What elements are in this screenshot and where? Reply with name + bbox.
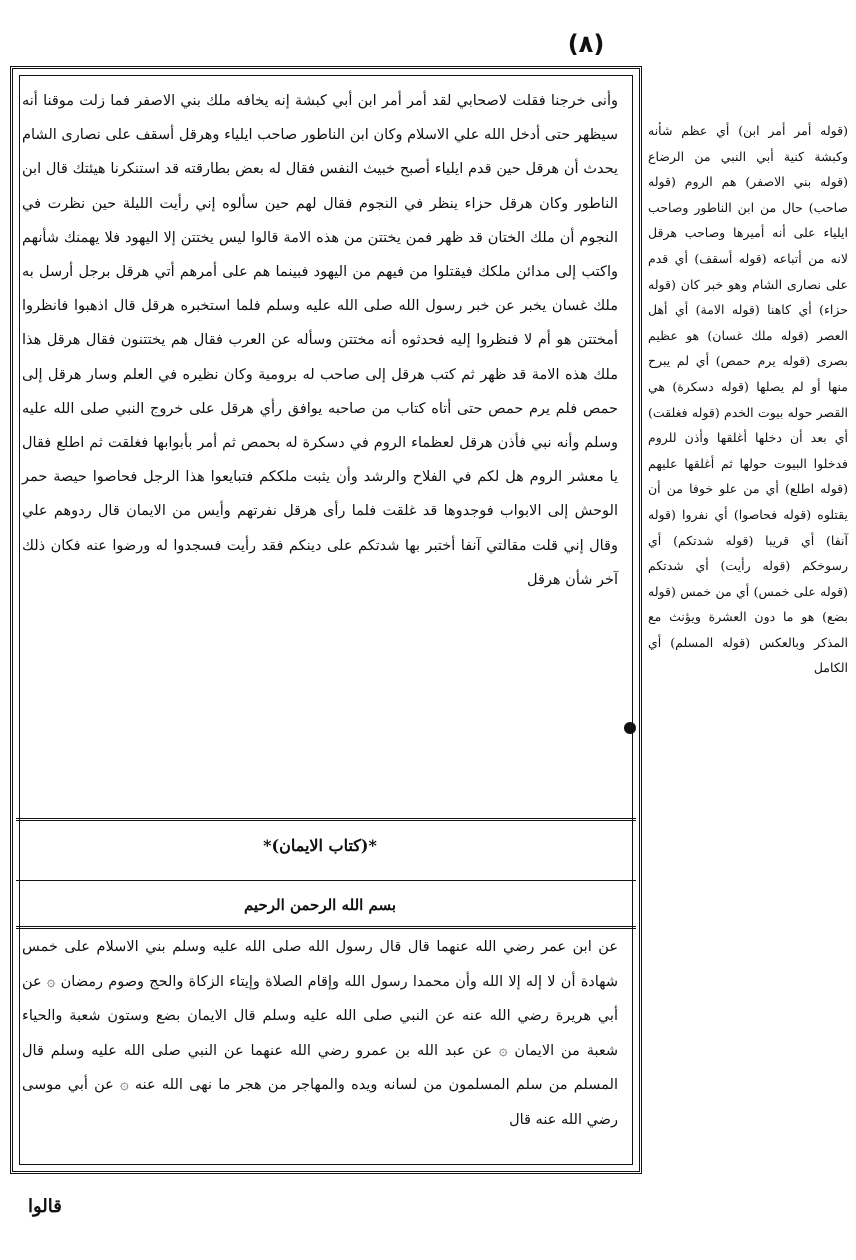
section-divider-bottom <box>16 926 636 929</box>
section-divider-top <box>16 818 636 821</box>
main-text-block <box>22 84 618 597</box>
margin-marker-icon <box>624 722 636 734</box>
hadith-text-block <box>22 930 618 1137</box>
hadith-text-paragraph: عن ابن عمر رضي الله عنهما قال قال رسول الله صلى الله عليه وسلم بني الاسلام على خمس شهادة أن لا إله إلا الله وأن محمدا رسول الله وإقام الصلاة وإيتاء الزكاة والحج وصوم رمضان ۞ عن أبي هريرة رضي الله عنه عن النبي صلى الله عليه وسلم قال الايمان بضع وستون شعبة والحياء شعبة من الايمان ۞ عن عبد الله بن عمرو رضي الله عنهما عن النبي صلى الله عليه وسلم قال المسلم من سلم المسلمون من لسانه ويده والمهاجر من هجر ما نهى الله عنه ۞ عن أبي موسى رضي الله عنه قال <box>22 939 618 1128</box>
margin-commentary <box>648 118 848 681</box>
margin-commentary-paragraph: (قوله أمر أمر ابن) أي عظم شأنه وكبشة كنية أبي النبي من الرضاع (قوله بني الاصفر) هم الروم (قوله صاحب) حال من ابن الناطور وصاحب ايلياء على أنه أميرها وصاحب هرقل لانه من أتباعه (قوله أسقف) أي قدم على نصارى الشام وهو خبر كان (قوله حزاء) أي كاهنا (قوله الامة) أي أهل العصر (قوله ملك غسان) هو عظيم بصرى (قوله يرم حمص) أي لم يبرح منها أو لم يصلها (قوله دسكرة) هي القصر حوله بيوت الخدم (قوله فغلقت) أي بعد أن دخلها أغلقها وأذن للروم فدخلوا البيوت حولها ثم أغلقها عليهم (قوله اطلع) أي من علو خوفا من أن يقتلوه (قوله فحاصوا) أي نفروا (قوله آنفا) أي قريبا (قوله شدتكم) أي رسوخكم (قوله رأيت) أي شدتكم (قوله على خمس) أي من خمس (قوله بضع) هو ما دون العشرة ويؤنث مع المذكر وبالعكس (قوله المسلم) أي الكامل <box>648 123 848 676</box>
page-number: (٨) <box>567 30 605 58</box>
section-title: *(كتاب الايمان)* <box>263 836 377 855</box>
main-text-paragraph: وأنى خرجنا فقلت لاصحابي لقد أمر أمر ابن أبي كبشة إنه يخافه ملك بني الاصفر فما زلت موقنا أنه سيظهر حتى أدخل الله علي الاسلام وكان ابن الناطور صاحب ايلياء وهرقل أسقف على نصارى الشام يحدث أن هرقل حين قدم ايلياء أصبح خبيث النفس فقال له بعض بطارقته قد استنكرنا هيئتك قال ابن الناطور وكان هرقل حزاء ينظر في النجوم فقال لهم حين سألوه إني رأيت الليلة حين نظرت في النجوم أن ملك الختان قد ظهر فمن يختتن من هذه الامة قالوا ليس يختتن إلا اليهود فلا يهمنك شأنهم واكتب إلى مدائن ملكك فيقتلوا من فيهم من اليهود فبينما هم على أمرهم أتي هرقل برجل أرسل به ملك غسان يخبر عن خبر رسول الله صلى الله عليه وسلم فلما استخبره هرقل قال اذهبوا فانظروا أمختتن هو أم لا فنظروا إليه فحدثوه أنه مختتن وسأله عن العرب فقال هم يختتنون فقال هرقل هذا ملك هذه الامة قد ظهر ثم كتب هرقل إلى صاحب له برومية وكان نظيره في العلم وسار هرقل إلى حمص فلم يرم حمص حتى أتاه كتاب من صاحبه يوافق رأي هرقل على خروج النبي صلى الله عليه وسلم وأنه نبي فأذن هرقل لعظماء الروم في دسكرة له بحمص ثم أمر بأبوابها فغلقت ثم اطلع فقال يا معشر الروم هل لكم في الفلاح والرشد وأن يثبت ملككم فتبايعوا هذا الرجل فحاصوا حيصة حمر الوحش إلى الابواب فوجدوها قد غلقت فلما رأى هرقل نفرتهم وأيس من الايمان قال ردوهم علي وقال إني قلت مقالتي آنفا أختبر بها شدتكم على دينكم فقد رأيت فسجدوا له ورضوا عنه فكان ذلك آخر شأن هرقل <box>22 93 618 588</box>
catchword: قالوا <box>28 1196 62 1217</box>
basmala: بسم الله الرحمن الرحيم <box>243 896 397 914</box>
section-divider-middle <box>16 880 636 881</box>
